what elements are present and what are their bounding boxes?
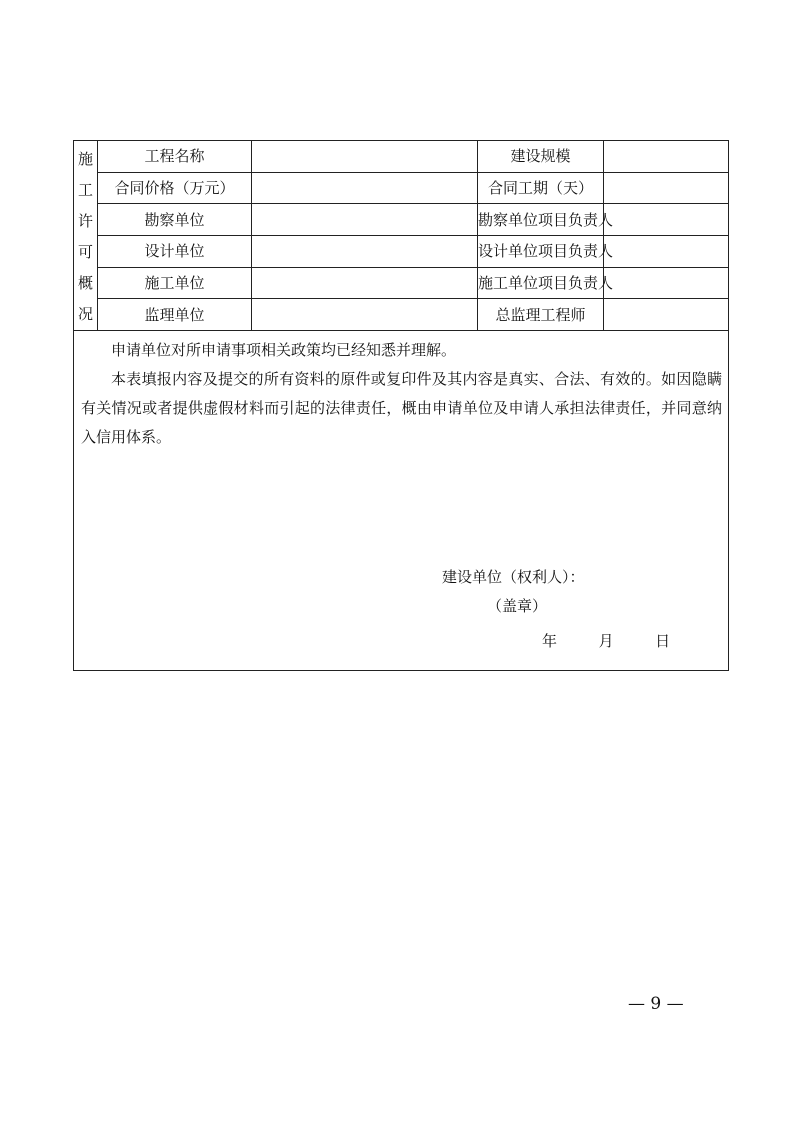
design-lead-field[interactable] bbox=[604, 235, 729, 267]
owner-signature-label: 建设单位（权利人）： bbox=[442, 568, 585, 586]
chief-supervisor-label: 总监理工程师 bbox=[478, 299, 604, 331]
table-row bbox=[74, 172, 729, 204]
construction-unit-field[interactable] bbox=[252, 267, 478, 299]
chief-supervisor-field[interactable] bbox=[604, 299, 729, 331]
design-lead-label: 设计单位项目负责人 bbox=[478, 235, 604, 267]
side-header-char: 可 bbox=[77, 243, 93, 261]
contract-duration-field[interactable] bbox=[604, 172, 729, 204]
contract-price-field[interactable] bbox=[252, 172, 478, 204]
page-number: — 9 — bbox=[628, 994, 684, 1014]
construction-scale-field[interactable] bbox=[604, 141, 729, 173]
side-header-char: 工 bbox=[77, 181, 93, 199]
date-year-label: 年 bbox=[542, 632, 558, 650]
declaration-cell bbox=[74, 331, 729, 671]
design-unit-field[interactable] bbox=[252, 235, 478, 267]
construction-permit-table bbox=[73, 140, 729, 671]
supervision-unit-label: 监理单位 bbox=[98, 299, 252, 331]
construction-unit-label: 施工单位 bbox=[98, 267, 252, 299]
side-header-char: 况 bbox=[77, 305, 93, 323]
construction-scale-label: 建设规模 bbox=[478, 141, 604, 173]
supervision-unit-field[interactable] bbox=[252, 299, 478, 331]
construction-lead-label: 施工单位项目负责人 bbox=[478, 267, 604, 299]
contract-price-label: 合同价格（万元） bbox=[98, 172, 252, 204]
construction-lead-field[interactable] bbox=[604, 267, 729, 299]
side-header-char: 施 bbox=[77, 150, 93, 168]
side-header-char: 许 bbox=[77, 212, 93, 230]
table-row bbox=[74, 141, 729, 173]
signature-date bbox=[542, 632, 670, 650]
seal-label: （盖章） bbox=[487, 597, 548, 615]
survey-lead-label: 勘察单位项目负责人 bbox=[478, 204, 604, 236]
table-row bbox=[74, 299, 729, 331]
table-row bbox=[74, 204, 729, 236]
date-month-label: 月 bbox=[598, 632, 614, 650]
declaration-row bbox=[74, 331, 729, 671]
table-row bbox=[74, 235, 729, 267]
project-name-label: 工程名称 bbox=[98, 141, 252, 173]
survey-unit-label: 勘察单位 bbox=[98, 204, 252, 236]
survey-unit-field[interactable] bbox=[252, 204, 478, 236]
date-day-label: 日 bbox=[655, 632, 671, 650]
side-header-char: 概 bbox=[77, 274, 93, 292]
declaration-paragraph-1: 申请单位对所申请事项相关政策均已经知悉并理解。 bbox=[111, 341, 457, 359]
project-name-field[interactable] bbox=[252, 141, 478, 173]
survey-lead-field[interactable] bbox=[604, 204, 729, 236]
declaration-paragraph-2: 本表填报内容及提交的所有资料的原件或复印件及其内容是真实、合法、有效的。如因隐瞒有关情况或者提供虚假材料而引起的法律责任，概由申请单位及申请人承担法律责任，并同意纳入信用体系。 bbox=[81, 370, 722, 446]
design-unit-label: 设计单位 bbox=[98, 235, 252, 267]
table-row bbox=[74, 267, 729, 299]
contract-duration-label: 合同工期（天） bbox=[478, 172, 604, 204]
side-header bbox=[74, 141, 98, 331]
